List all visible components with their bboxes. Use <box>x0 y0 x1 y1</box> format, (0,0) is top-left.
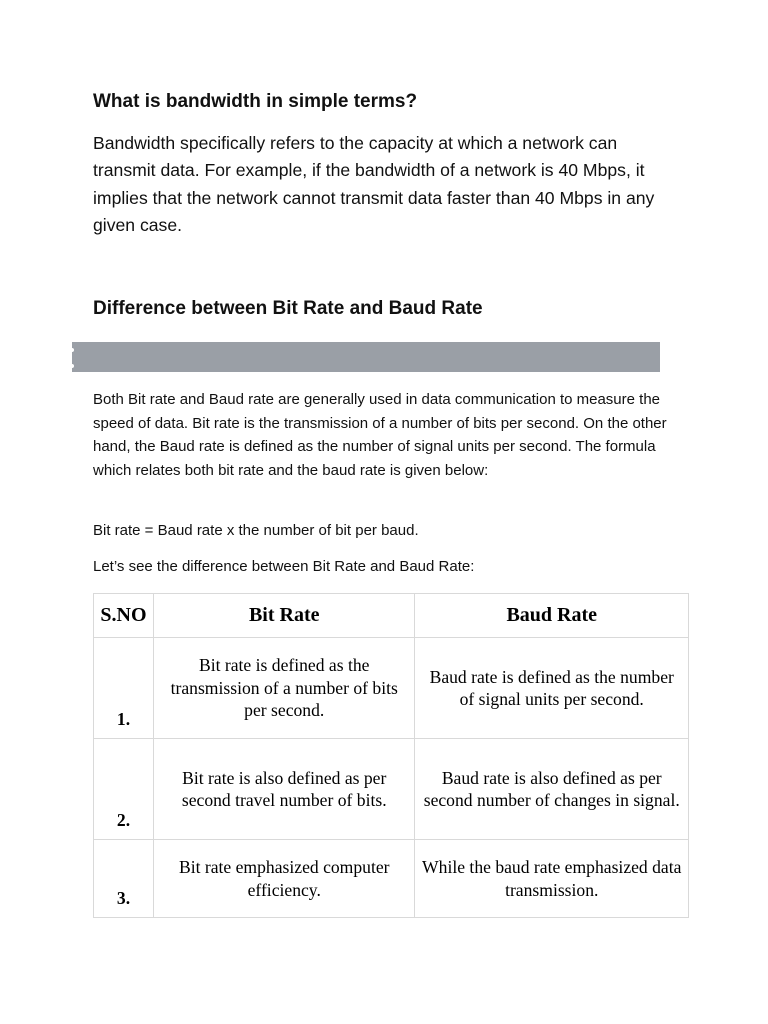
row-number: 2. <box>94 739 154 840</box>
header-sno: S.NO <box>94 594 154 638</box>
header-baud-rate: Baud Rate <box>415 594 689 638</box>
table-row <box>94 739 689 840</box>
bandwidth-heading: What is bandwidth in simple terms? <box>93 91 418 112</box>
comparison-table <box>93 593 689 918</box>
bit-rate-cell: Bit rate emphasized computer efficiency. <box>153 840 415 918</box>
table-header-row <box>94 594 689 638</box>
bit-rate-cell: Bit rate is defined as the transmission of a number of bits per second. <box>153 638 415 739</box>
table-row <box>94 840 689 918</box>
table-lead-text: Let’s see the difference between Bit Rate and Baud Rate: <box>93 558 475 575</box>
table-row <box>94 638 689 739</box>
baud-rate-cell: Baud rate is defined as the number of signal units per second. <box>415 638 689 739</box>
bit-rate-cell: Bit rate is also defined as per second travel number of bits. <box>153 739 415 840</box>
formula-text: Bit rate = Baud rate x the number of bit per baud. <box>93 522 419 539</box>
intro-paragraph: Both Bit rate and Baud rate are generally used in data communication to measure the speed of data. Bit rate is the transmission of a number of bits per second. On the other hand, the Baud rate is defined as the number of signal units per second. The formula which relates both bit rate and the baud rate is given below: <box>93 391 667 479</box>
banner-dot <box>70 364 74 368</box>
baud-rate-cell: While the baud rate emphasized data transmission. <box>415 840 689 918</box>
row-number: 1. <box>94 638 154 739</box>
header-bit-rate: Bit Rate <box>153 594 415 638</box>
baud-rate-cell: Baud rate is also defined as per second number of changes in signal. <box>415 739 689 840</box>
row-number: 3. <box>94 840 154 918</box>
bitrate-baudrate-heading: Difference between Bit Rate and Baud Rate <box>93 298 483 319</box>
banner-dot <box>70 348 74 352</box>
gray-banner <box>72 342 660 372</box>
bandwidth-body: Bandwidth specifically refers to the capacity at which a network can transmit data. For example, if the bandwidth of a network is 40 Mbps, it implies that the network cannot transmit data faster than 40 Mbps in any given case. <box>93 133 655 235</box>
